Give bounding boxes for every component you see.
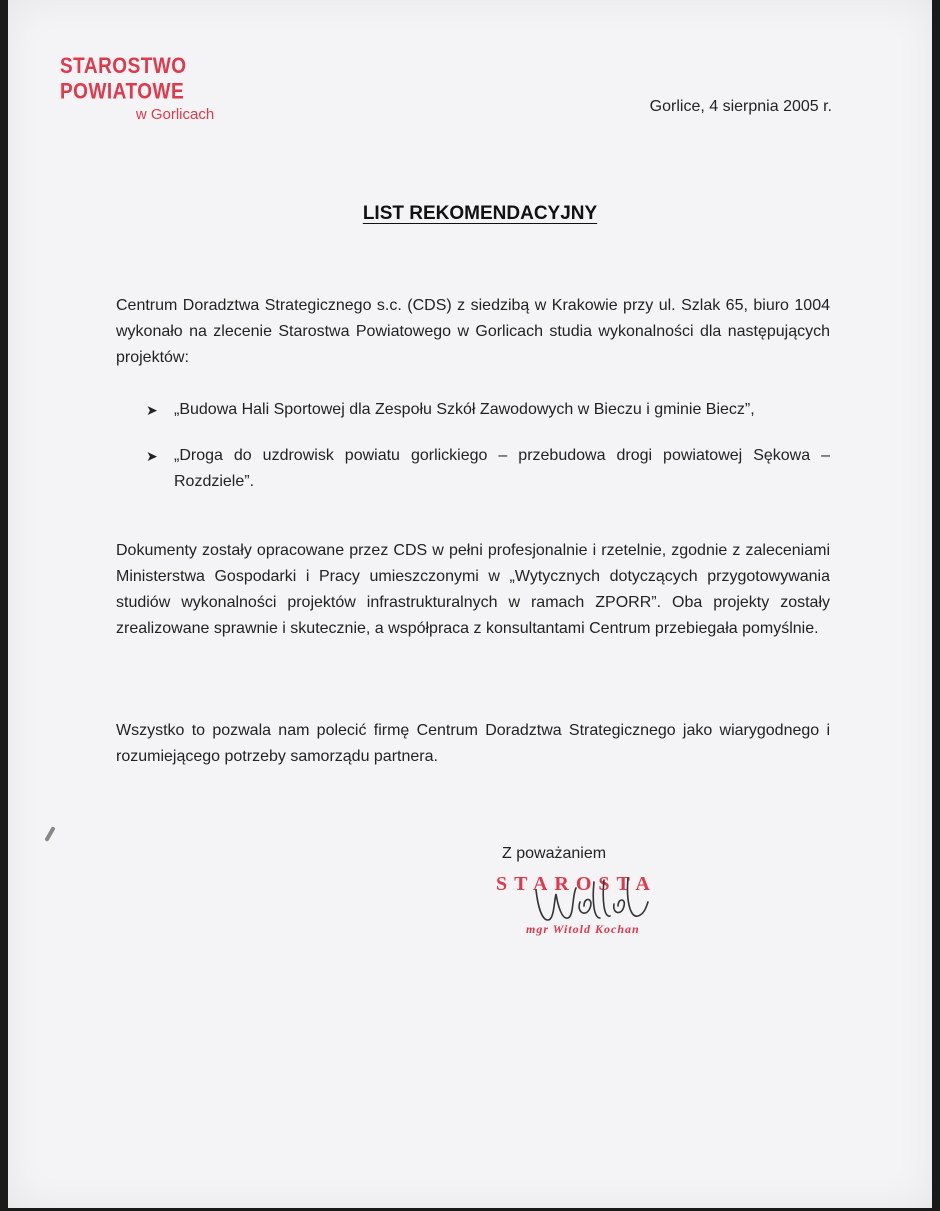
- letterhead-stamp: [60, 54, 280, 123]
- letter-page: [8, 0, 932, 1208]
- letterhead-location: w Gorlicach: [135, 106, 215, 123]
- signature-stamp-title: STAROSTA: [496, 873, 657, 895]
- paragraph-assessment: Dokumenty zostały opracowane przez CDS w pełni profesjonalnie i rzetelnie, zgodnie z zaleceniami Ministerstwa Gospodarki i Pracy umieszczonymi w „Wytycznych dotyczących przygotowywania studiów wykonalności projektów infrastrukturalnych w ramach ZPORR”. Oba projekty zostały zrealizowane sprawnie i skutecznie, a współpraca z konsultantami Centrum przebiegała pomyślnie.: [116, 542, 830, 637]
- letter-title-text: LIST REKOMENDACYJNY: [362, 203, 598, 224]
- arrow-bullet-icon: ➤: [146, 448, 158, 464]
- closing-salutation: Z poważaniem: [502, 845, 607, 862]
- project-text: „Droga do uzdrowisk powiatu gorlickiego – przebudowa drogi powiatowej Sękowa – Rozdziele”.: [174, 447, 830, 490]
- letter-date: Gorlice, 4 sierpnia 2005 r.: [649, 98, 832, 115]
- letter-title: [8, 203, 932, 225]
- letterhead-office: STAROSTWO POWIATOWE: [60, 54, 187, 105]
- signature-stamp-name: mgr Witold Kochan: [526, 922, 640, 936]
- paragraph-recommendation: Wszystko to pozwala nam polecić firmę Centrum Doradztwa Strategicznego jako wiarygodnego i rozumiejącego potrzeby samorządu partnera.: [116, 722, 830, 765]
- paper-mark: [44, 826, 55, 842]
- project-text: „Budowa Hali Sportowej dla Zespołu Szkół Zawodowych w Bieczu i gminie Biecz”,: [174, 401, 755, 418]
- list-item: [146, 397, 830, 423]
- list-item: [146, 443, 830, 495]
- paragraph-intro: Centrum Doradztwa Strategicznego s.c. (CDS) z siedzibą w Krakowie przy ul. Szlak 65, biuro 1004 wykonało na zlecenie Starostwa Powiatowego w Gorlicach studia wykonalności dla następujących projektów:: [116, 297, 830, 366]
- arrow-bullet-icon: ➤: [146, 402, 158, 418]
- project-list: [146, 397, 830, 515]
- handwritten-signature-icon: [528, 872, 658, 932]
